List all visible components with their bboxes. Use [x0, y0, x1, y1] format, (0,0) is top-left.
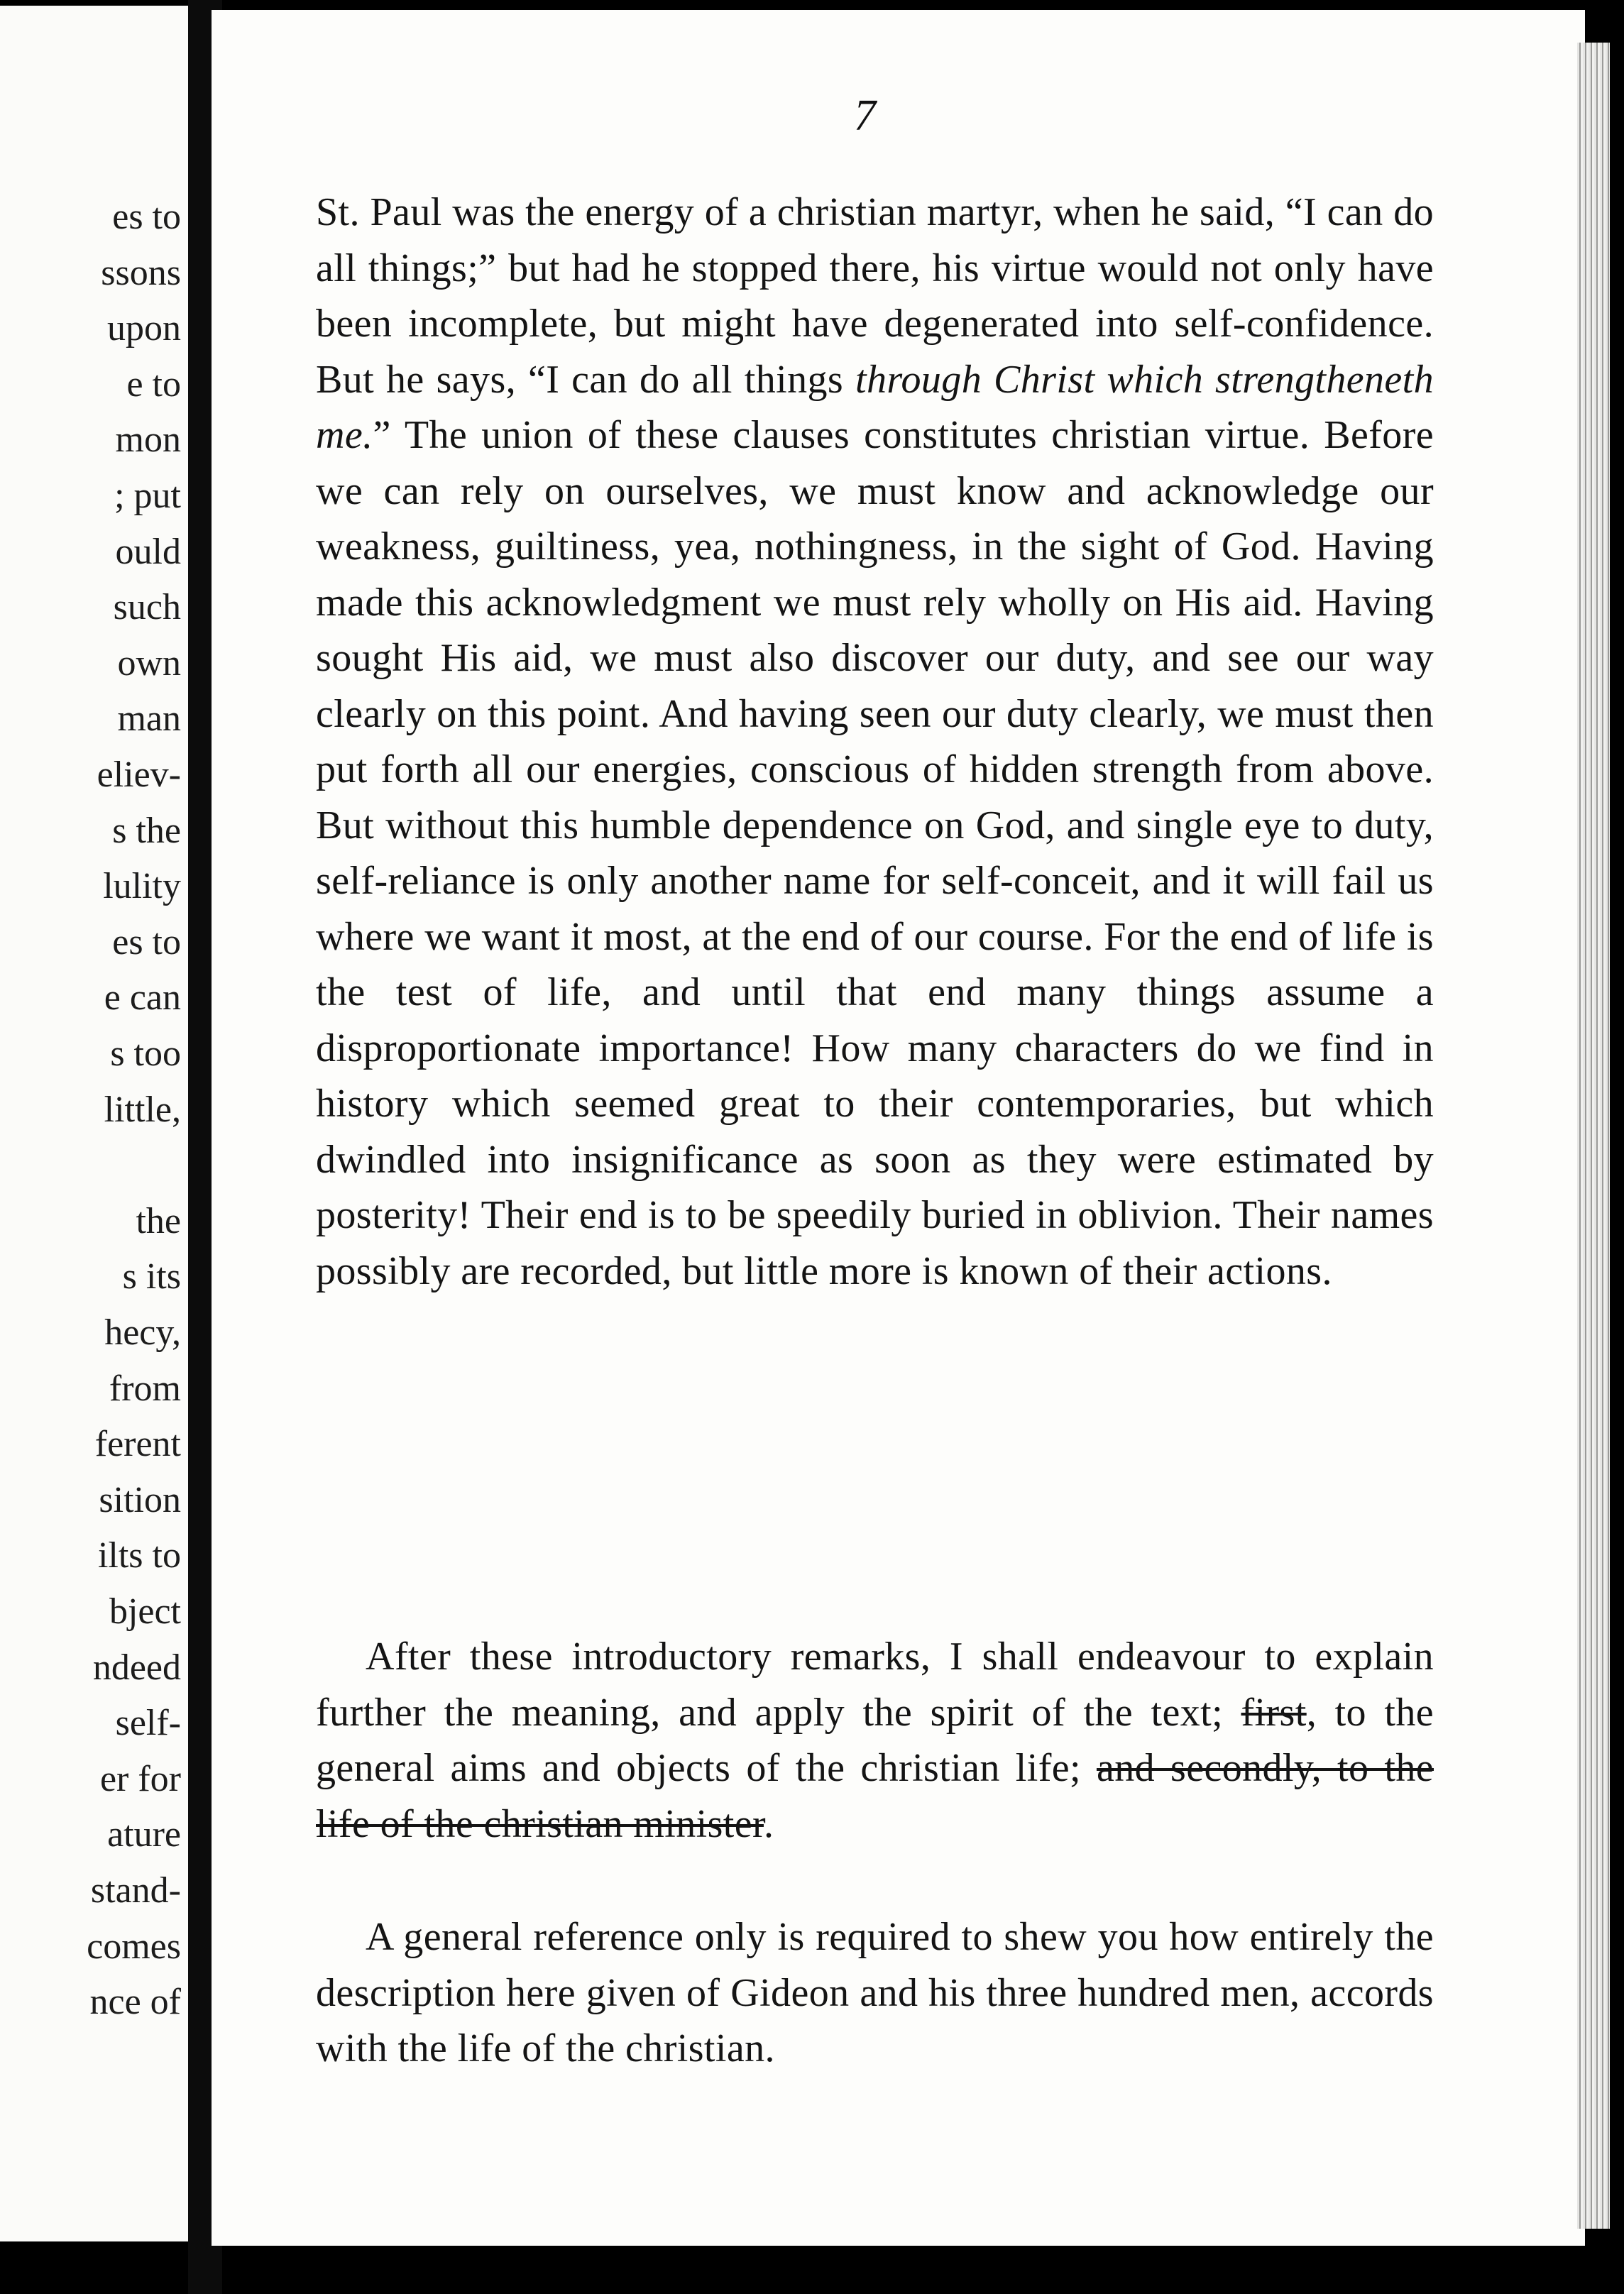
facing-page-line: comes	[87, 1926, 181, 1967]
facing-page-line: upon	[107, 308, 181, 349]
facing-page-line: ature	[107, 1814, 181, 1855]
facing-page-line: the	[136, 1200, 181, 1241]
facing-page-line: such	[113, 587, 181, 628]
facing-page-line: ndeed	[92, 1647, 181, 1688]
facing-page-line: own	[117, 642, 181, 684]
facing-page-line: ould	[115, 531, 181, 572]
facing-page-line: s the	[112, 810, 181, 851]
facing-page-line: e can	[104, 977, 181, 1019]
facing-page-line: ilts to	[97, 1535, 181, 1576]
facing-page-line: from	[109, 1368, 181, 1409]
facing-page-line: eliev-	[97, 754, 181, 795]
page-edges	[1577, 43, 1610, 2229]
facing-page-line: ferent	[94, 1424, 181, 1465]
facing-page-line: mon	[115, 419, 181, 461]
paragraph-2-text-b: , to the general aims and objects of the christian life;	[316, 1690, 1434, 1790]
facing-page-line: es to	[112, 197, 181, 237]
facing-page-line: ; put	[114, 476, 181, 516]
paragraph-1	[316, 185, 1434, 1299]
facing-page-line: es to	[112, 921, 181, 962]
facing-page-line: s too	[110, 1033, 181, 1074]
facing-page-line: e to	[126, 363, 181, 405]
paragraph-2-text-a: After these introductory remarks, I shall endeavour to explain further the meaning, and apply the spirit of the text;	[316, 1635, 1434, 1735]
struck-phrase-secondly: and secondly, to the life of the christian minister	[316, 1746, 1434, 1846]
facing-page-line: little,	[104, 1089, 181, 1130]
facing-page-line: stand-	[90, 1870, 181, 1911]
paragraph-1-italic-quote: through Christ which strengtheneth me.	[316, 357, 1434, 457]
paragraph-1-text-a: St. Paul was the energy of a christian martyr, when he said, “I can do all things;” but had he stopped there, his virtue would not only have been incomplete, but might have degenerated into self-confidence. But he says, “I can do all things	[316, 190, 1434, 402]
facing-page-line: lulity	[103, 866, 181, 907]
struck-word-first: first	[1241, 1690, 1307, 1735]
paragraph-3	[316, 1909, 1434, 2077]
facing-page-line: bject	[109, 1591, 181, 1632]
facing-page-line: er for	[99, 1758, 181, 1799]
facing-page-line: ssons	[101, 252, 181, 293]
paragraph-2	[316, 1629, 1434, 1852]
facing-page-line: s its	[122, 1256, 181, 1297]
paragraph-3-text: A general reference only is required to shew you how entirely the description here given of Gideon and his three hundred men, accords with the life of the christian.	[316, 1915, 1434, 2070]
page-number: 7	[854, 92, 876, 140]
paragraph-1-text-b: ” The union of these clauses constitutes christian virtue. Before we can rely on ourselves, we must know and acknowledge our weakness, guiltiness, yea, nothingness, in the sight of God. Having made this acknowledgment we must rely wholly on His aid. Having sought His aid, we must also discover our duty, and see our way clearly on this point. And having seen our duty clearly, we must then put forth all our energies, conscious of hidden strength from above. But without this humble dependence on God, and single eye to duty, self-reliance is only another name for self-conceit, and it will fail us where we want it most, at the end of our course. For the end of life is the test of life, and until that end many things assume a disproportionate importance! How many characters do we find in history which seemed great to their contemporaries, but which dwindled into insignificance as soon as they were estimated by posterity! Their end is to be speedily buried in oblivion. Their names possibly are recorded, but little more is known of their actions.	[316, 413, 1434, 1293]
paragraph-2-text-c: .	[763, 1801, 774, 1846]
facing-page-fragment	[0, 6, 195, 2241]
facing-page-line: nce of	[89, 1982, 181, 2023]
facing-page-line: hecy,	[104, 1312, 181, 1353]
facing-page-line: sition	[99, 1479, 181, 1520]
facing-page-line: self-	[115, 1703, 181, 1744]
facing-page-line: man	[117, 698, 181, 740]
